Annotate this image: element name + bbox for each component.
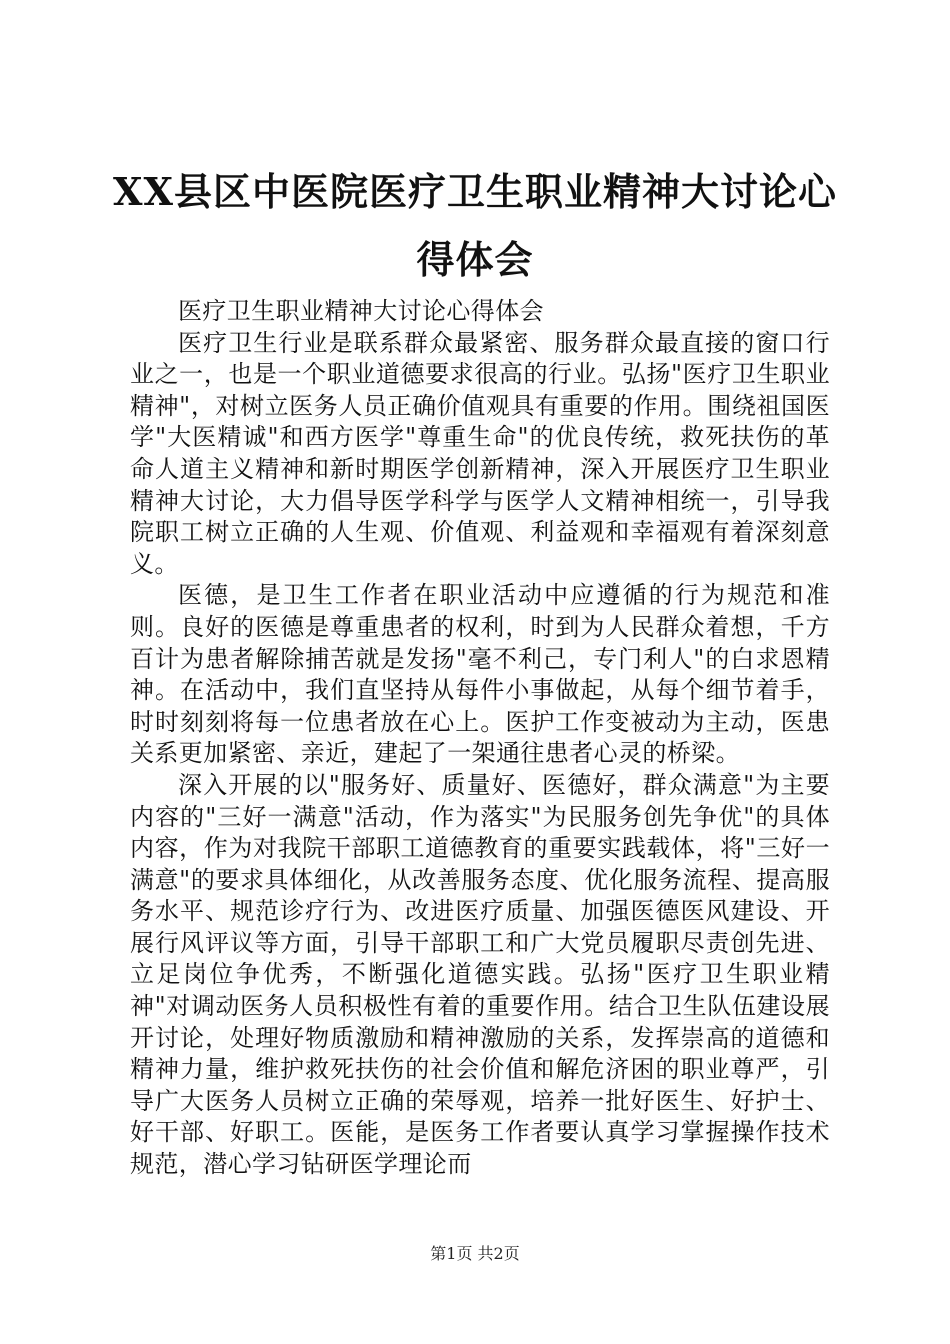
paragraph-subtitle: 医疗卫生职业精神大讨论心得体会	[178, 297, 544, 325]
document-title: XX县区中医院医疗卫生职业精神大讨论心得体会	[113, 169, 837, 282]
page-footer: 第1页 共2页	[430, 1244, 520, 1263]
paragraph: 深入开展的以"服务好、质量好、医德好，群众满意"为主要内容的"三好一满意"活动，作为落实"为民服务创先争优"的具体内容，作为对我院干部职工道德教育的重要实践载体，将"三好一满意"的要求具体细化，从改善服务态度、优化服务流程、提高服务水平、规范诊疗行为、改进医疗质量、加强医德医风建设、开展行风评议等方面，引导干部职工和广大党员履职尽责创先进、立足岗位争优秀，不断强化道德实践。弘扬"医疗卫生职业精神"对调动医务人员积极性有着的重要作用。结合卫生队伍建设展开讨论，处理好物质激励和精神激励的关系，发挥崇高的道德和精神力量，维护救死扶伤的社会价值和解危济困的职业尊严，引导广大医务人员树立正确的荣辱观，培养一批好医生、好护士、好干部、好职工。医能，是医务工作者要认真学习掌握操作技术规范，潜心学习钻研医学理论而	[130, 770, 830, 1179]
paragraph: 医疗卫生行业是联系群众最紧密、服务群众最直接的窗口行业之一，也是一个职业道德要求很高的行业。弘扬"医疗卫生职业精神"，对树立医务人员正确价值观具有重要的作用。围绕祖国医学"大医精诚"和西方医学"尊重生命"的优良传统，救死扶伤的革命人道主义精神和新时期医学创新精神，深入开展医疗卫生职业精神大讨论，大力倡导医学科学与医学人文精神相统一，引导我院职工树立正确的人生观、价值观、利益观和幸福观有着深刻意义。	[130, 328, 830, 578]
paragraph: 医德，是卫生工作者在职业活动中应遵循的行为规范和准则。良好的医德是尊重患者的权利，时到为人民群众着想，千方百计为患者解除捕苦就是发扬"毫不利己，专门利人"的白求恩精神。在活动中，我们直坚持从每件小事做起，从每个细节着手，时时刻刻将每一位患者放在心上。医护工作变被动为主动，医患关系更加紧密、亲近，建起了一架通往患者心灵的桥梁。	[130, 581, 830, 768]
document-body	[130, 296, 830, 1181]
